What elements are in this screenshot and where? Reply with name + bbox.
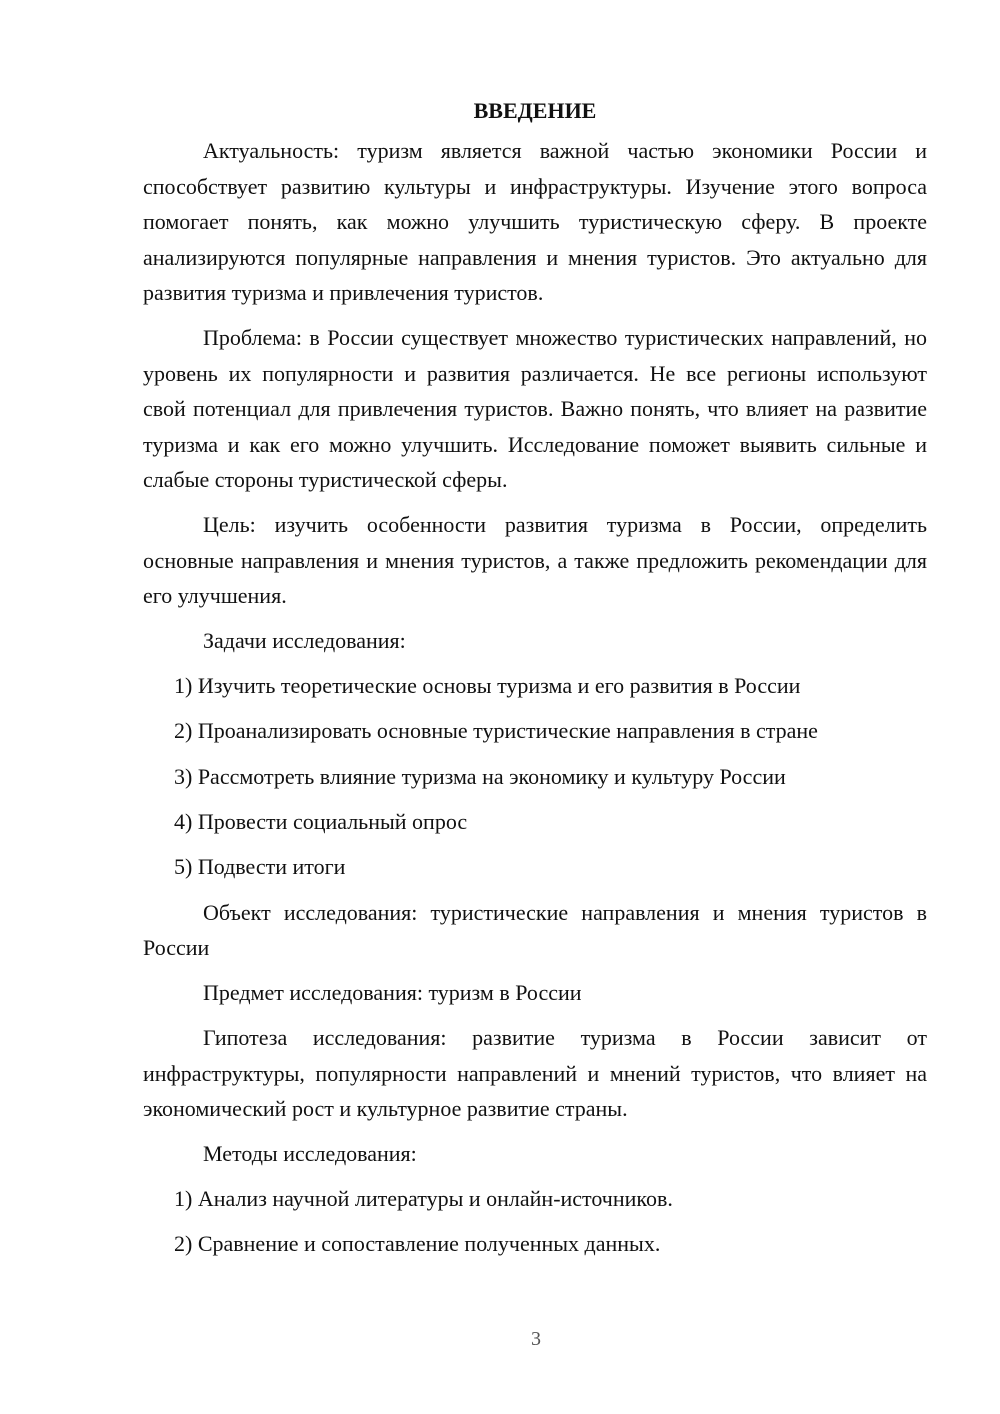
method-item-2: 2) Сравнение и сопоставление полученных данных.	[174, 1231, 661, 1257]
goal-paragraph: Цель: изучить особенности развития туризма в России, определить основные направления и мнения туристов, а также предложить рекомендации для его улучшения.	[143, 511, 927, 609]
section-title: ВВЕДЕНИЕ	[473, 98, 597, 123]
relevance-paragraph: Актуальность: туризм является важной частью экономики России и способствует развитию культуры и инфраструктуры. Изучение этого вопроса помогает понять, как можно улучшить туристическую сферу. В проекте анализируются популярные направления и мнения туристов. Это актуально для развития туризма и привлечения туристов.	[143, 138, 927, 306]
page-number: 3	[531, 1328, 541, 1350]
tasks-heading: Задачи исследования:	[203, 627, 406, 653]
task-item-3: 3) Рассмотреть влияние туризма на экономику и культуру России	[174, 763, 786, 789]
problem-paragraph: Проблема: в России существует множество туристических направлений, но уровень их популярности и развития различается. Не все регионы используют свой потенциал для привлечения туристов. Важно понять, что влияет на развитие туризма и как его можно улучшить. Исследование поможет выявить сильные и слабые стороны туристической сферы.	[143, 324, 927, 493]
hypothesis-paragraph: Гипотеза исследования: развитие туризма в России зависит от инфраструктуры, популярности направлений и мнений туристов, что влияет на экономический рост и культурное развитие страны.	[143, 1025, 927, 1122]
task-item-4: 4) Провести социальный опрос	[174, 808, 468, 834]
task-item-2: 2) Проанализировать основные туристические направления в стране	[174, 718, 818, 744]
object-paragraph: Объект исследования: туристические направления и мнения туристов в России	[143, 899, 927, 961]
method-item-1: 1) Анализ научной литературы и онлайн-источников.	[174, 1185, 673, 1211]
page-content	[143, 93, 927, 1272]
task-item-1: 1) Изучить теоретические основы туризма и его развития в России	[174, 672, 801, 698]
task-item-5: 5) Подвести итоги	[174, 854, 346, 880]
methods-heading: Методы исследования:	[203, 1140, 417, 1166]
subject-line: Предмет исследования: туризм в России	[203, 979, 582, 1005]
